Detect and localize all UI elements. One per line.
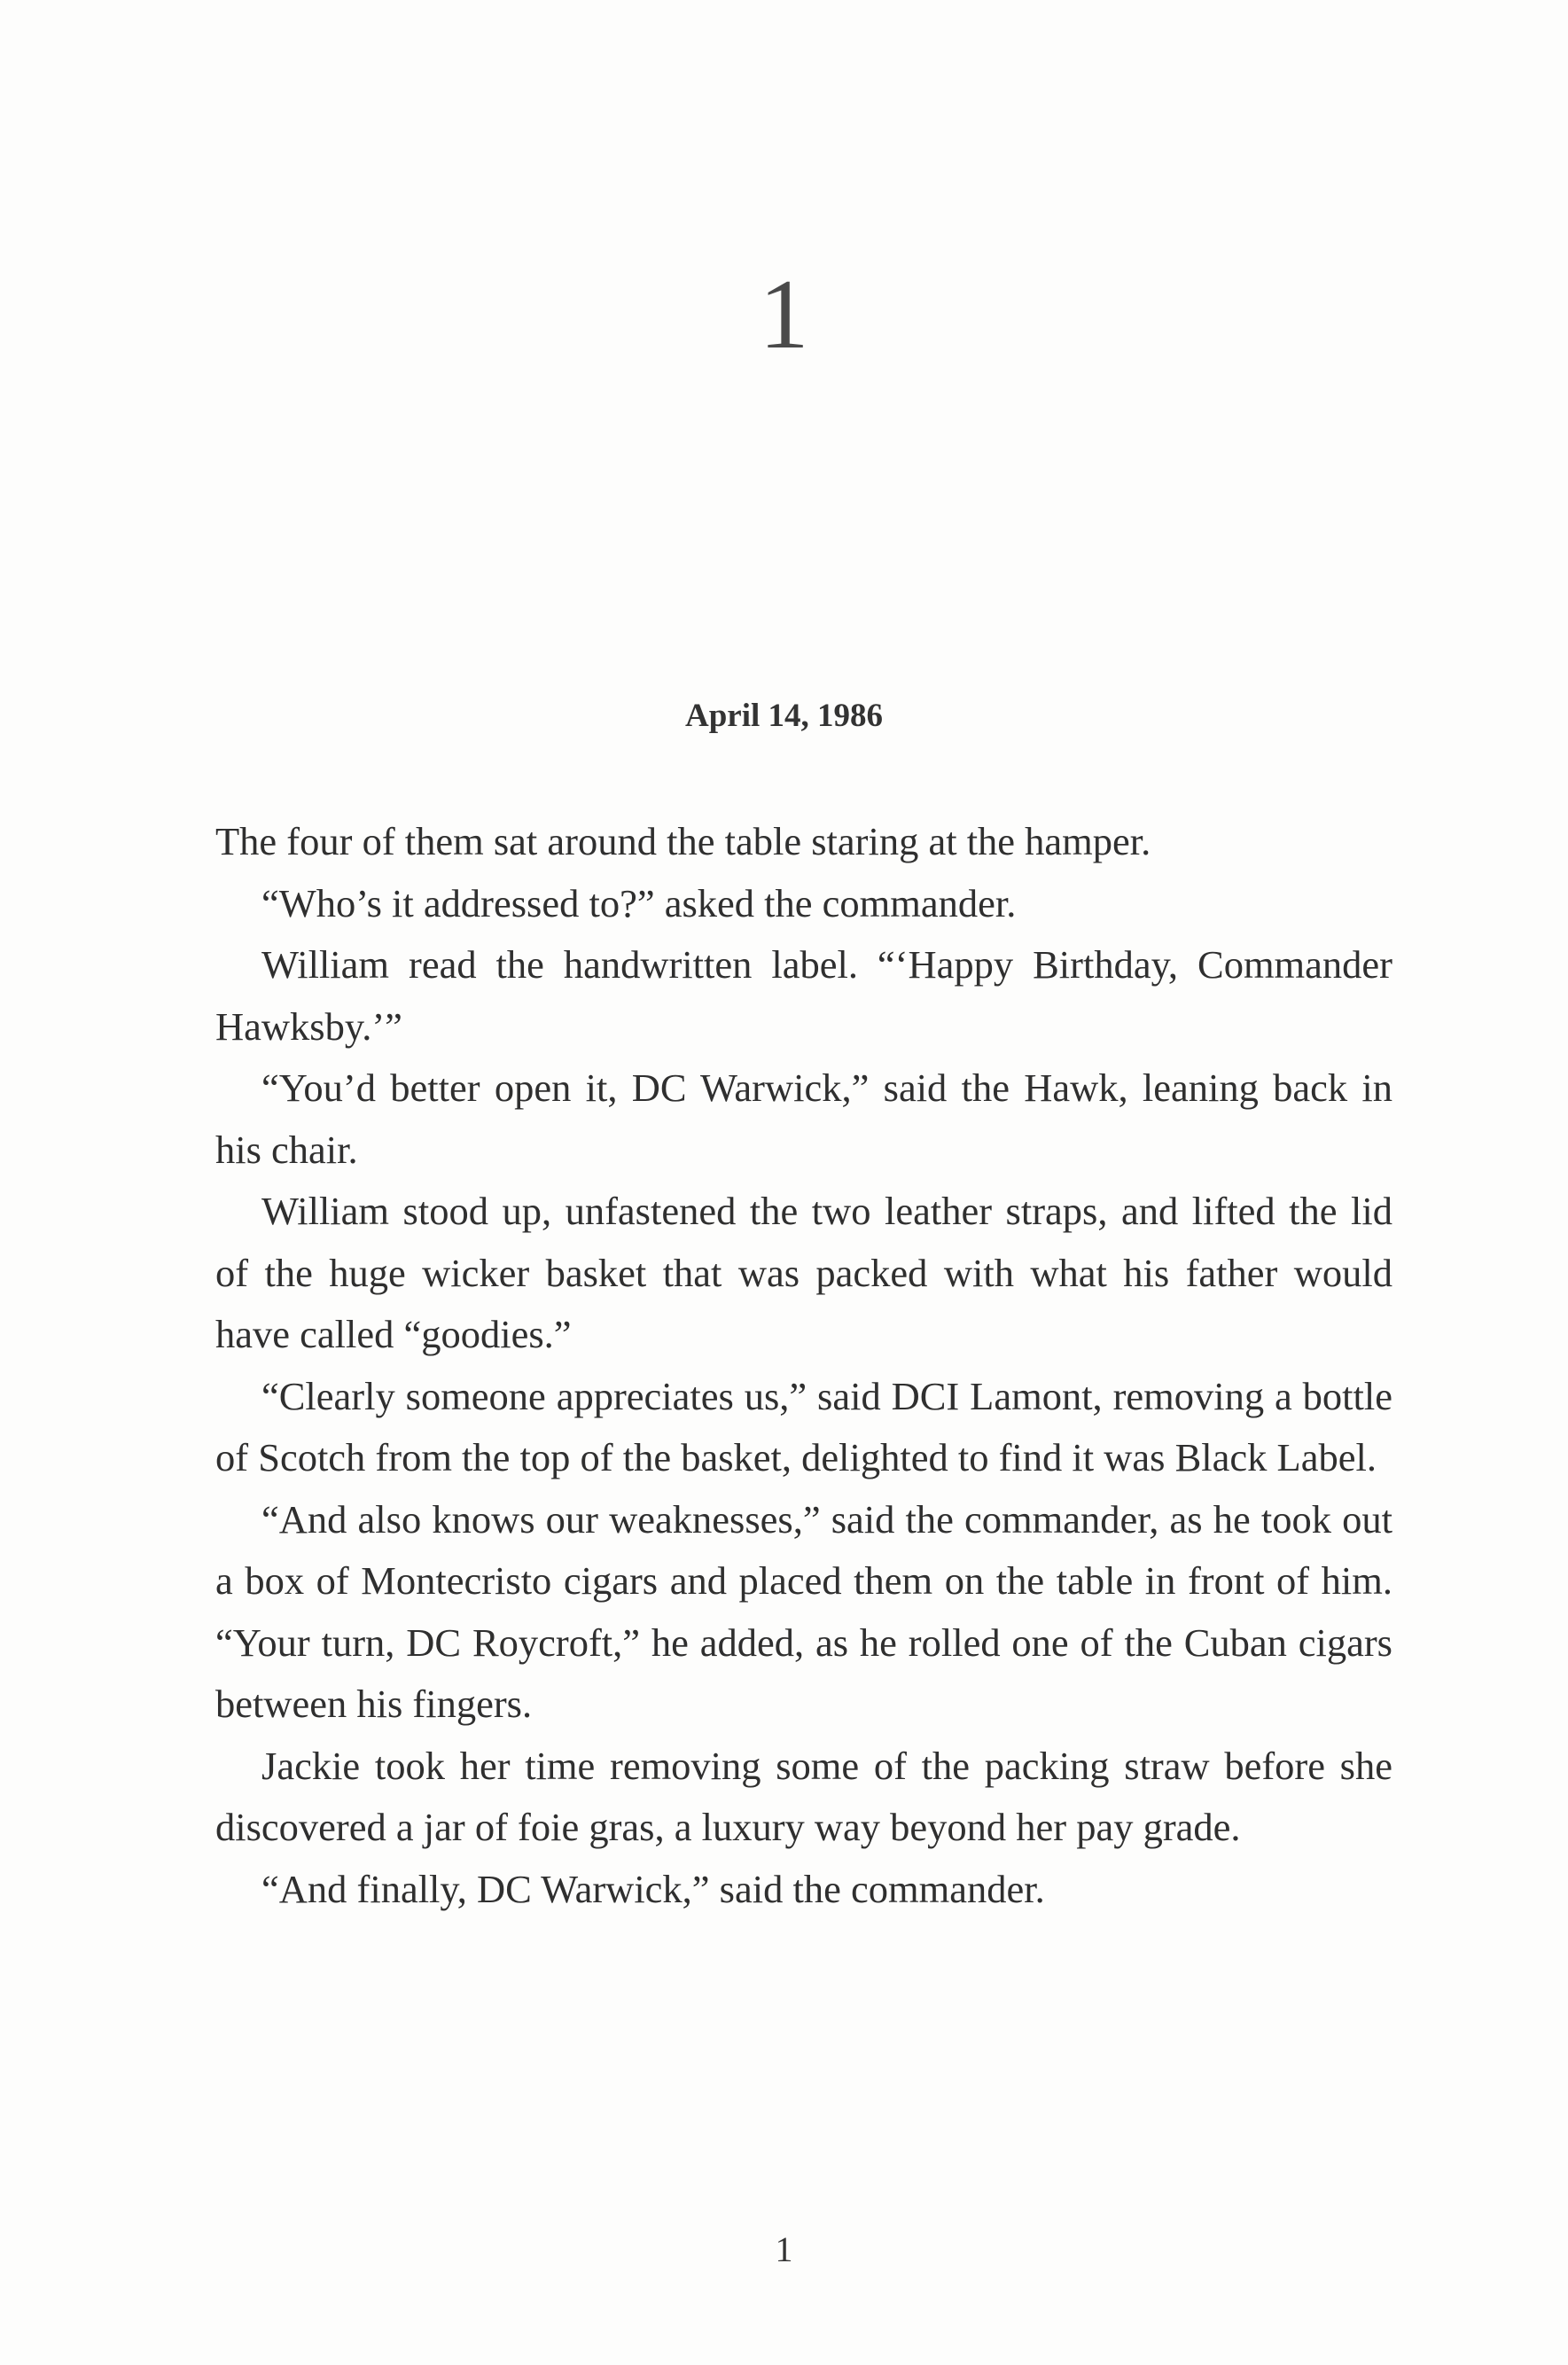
chapter-number: 1: [759, 260, 809, 370]
date-heading: April 14, 1986: [684, 698, 884, 734]
paragraph: The four of them sat around the table staring at the hamper.: [215, 819, 1151, 863]
paragraph: William stood up, unfastened the two leather straps, and lifted the lid of the huge wicker basket that was packed with what his father would have called “goodies.”: [215, 1189, 1392, 1356]
paragraph: “And finally, DC Warwick,” said the commander.: [261, 1866, 1045, 1911]
paragraph: “Who’s it addressed to?” asked the commander.: [261, 880, 1017, 925]
paragraph: “You’d better open it, DC Warwick,” said the Hawk, leaning back in his chair.: [215, 1065, 1392, 1172]
paragraph: William read the handwritten label. “‘Happy Birthday, Commander Hawksby.’”: [215, 942, 1392, 1049]
paragraph: “Clearly someone appreciates us,” said DCI Lamont, removing a bottle of Scotch from the top of the basket, delighted to find it was Black Label.: [215, 1373, 1392, 1479]
chapter-body: [215, 811, 1392, 1920]
page-number: 1: [775, 2229, 793, 2269]
paragraph: Jackie took her time removing some of the packing straw before she discovered a jar of foie gras, a luxury way beyond her pay grade.: [215, 1743, 1392, 1849]
paragraph: “And also knows our weaknesses,” said the commander, as he took out a box of Montecristo cigars and placed them on the table in front of him. “Your turn, DC Roycroft,” he added, as he rolled one of the Cuban cigars between his fingers.: [215, 1496, 1392, 1726]
